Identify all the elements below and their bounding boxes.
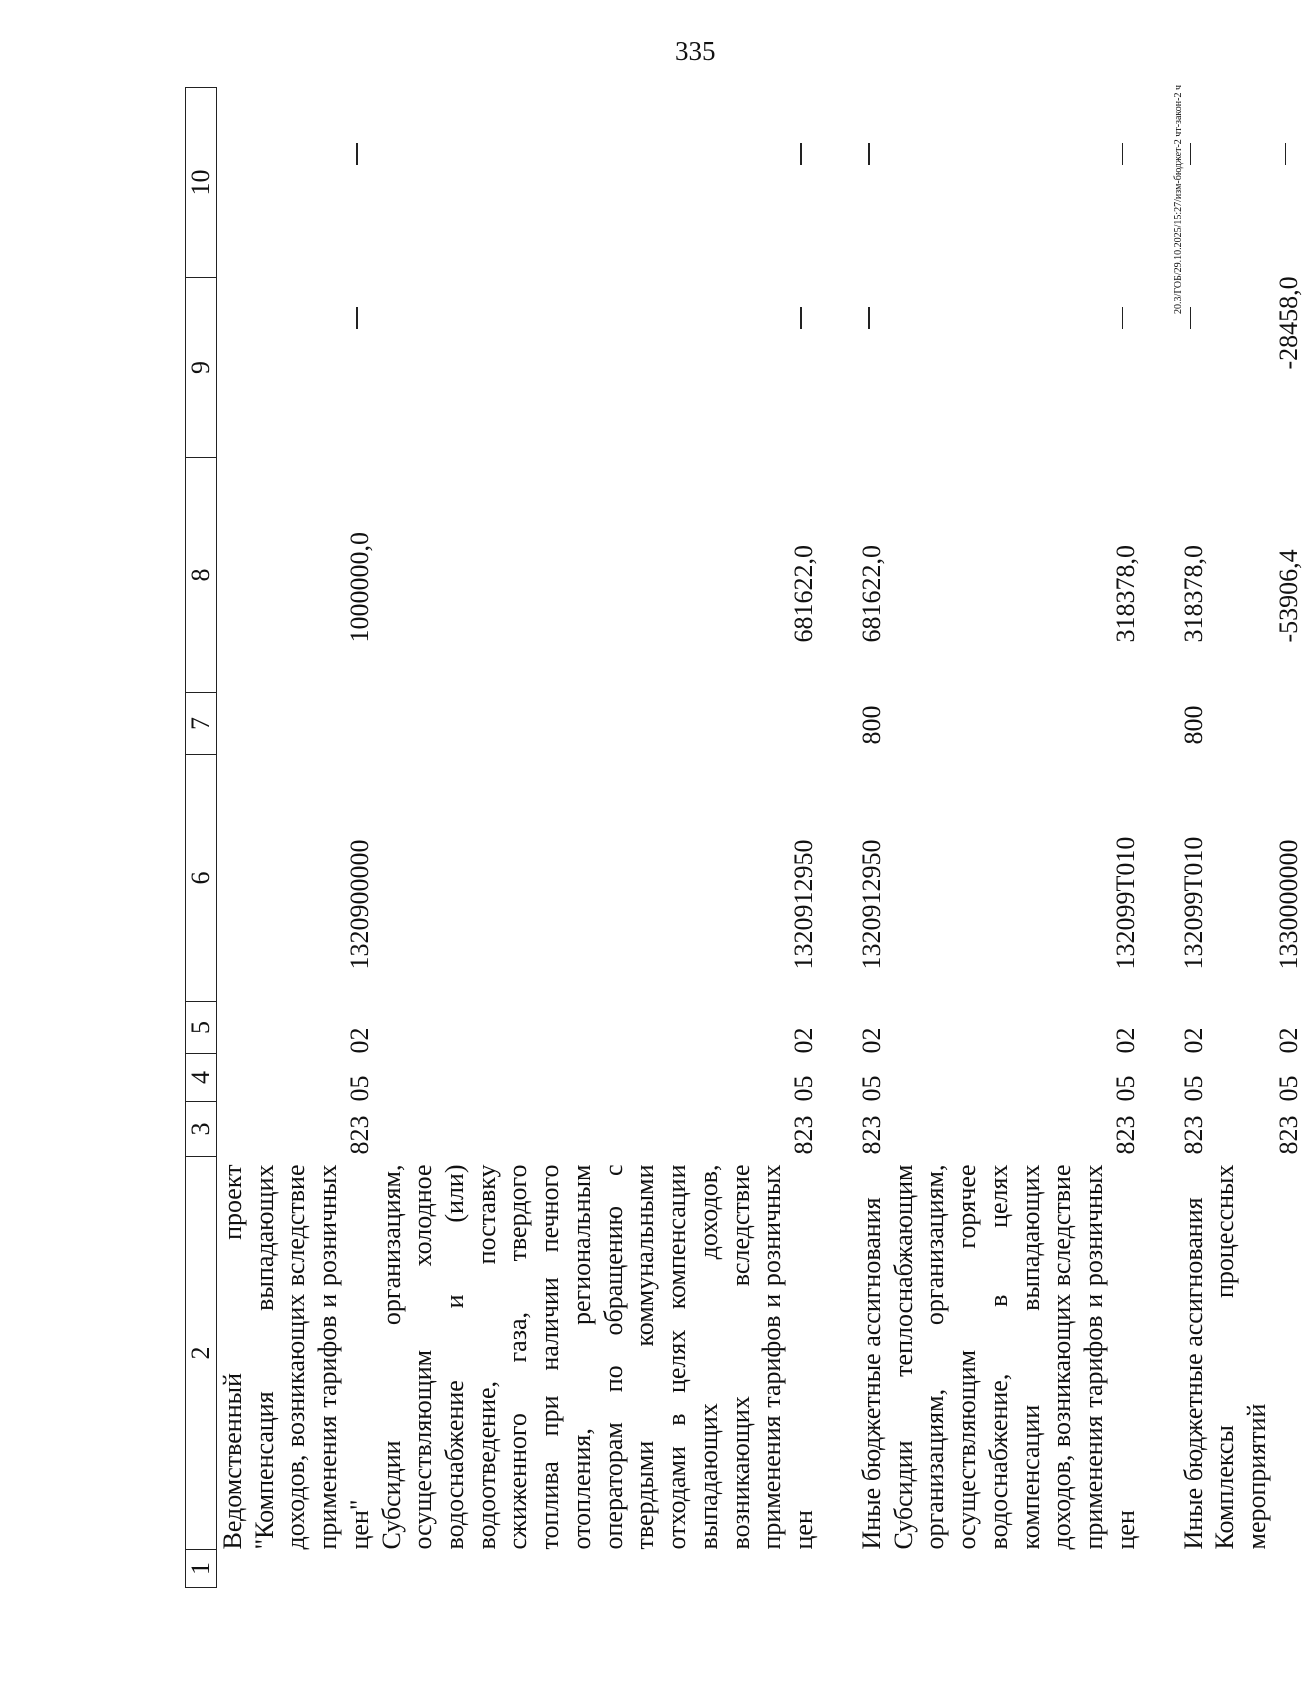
amount-value: -53906,4 <box>1273 549 1303 643</box>
target-article-code: 1330000000 <box>1273 839 1303 970</box>
subsection-code: 02 <box>856 1027 886 1054</box>
row-name: Субсидии организациям, осуществляющим холодное водоснабжение и (или) водоотведение, поставку сжиженного газа, твердого топлива при наличии печного отопления, региональным операторам по обращению с твердыми коммунальными отходами в целях компенсации выпадающих доходов, возникающих вследствие применения тарифов и розничных цен <box>376 1164 818 1550</box>
empty-cell <box>217 1550 376 1588</box>
dash-mark <box>800 144 802 166</box>
header-cell: 9 <box>186 278 217 458</box>
expense-type-code: 800 <box>1178 705 1208 745</box>
subsection-code: 02 <box>788 1027 818 1054</box>
amount-value: 318378,0 <box>1178 545 1208 643</box>
amount-col10 <box>1209 88 1304 278</box>
table-row <box>217 88 376 1588</box>
dash-mark <box>1122 308 1124 330</box>
row-name: Ведомственный проект "Компенсация выпадающих доходов, возникающих вследствие применения тарифов и розничных цен" <box>218 1164 374 1550</box>
ministry-code: 823 <box>1178 1115 1208 1155</box>
header-cell: 2 <box>186 1157 217 1550</box>
table-row <box>1209 88 1304 1588</box>
ministry-code: 823 <box>856 1115 886 1155</box>
amount-col10 <box>820 88 888 278</box>
amount-col9 <box>376 278 820 458</box>
budget-table <box>185 87 1304 1588</box>
empty-cell <box>1141 1550 1209 1588</box>
header-cell: 5 <box>186 1002 217 1054</box>
header-cell: 8 <box>186 458 217 693</box>
header-cell: 3 <box>186 1102 217 1157</box>
subsection-code: 02 <box>1273 1027 1303 1054</box>
header-row <box>186 88 217 1588</box>
amount-col9 <box>820 278 888 458</box>
ministry-code: 823 <box>788 1115 818 1155</box>
header-cell: 1 <box>186 1550 217 1588</box>
expense-type-code <box>217 693 376 755</box>
subsection-code: 02 <box>1178 1027 1208 1054</box>
dash-mark <box>868 308 870 330</box>
section-code: 05 <box>1178 1075 1208 1102</box>
section-code: 05 <box>1273 1075 1303 1102</box>
amount-value: 318378,0 <box>1110 545 1140 643</box>
expense-type-code <box>888 693 1142 755</box>
row-name: Комплексы процессных мероприятий <box>1210 1164 1272 1550</box>
table-row <box>888 88 1142 1588</box>
dash-mark <box>800 308 802 330</box>
subsection-code: 02 <box>344 1027 374 1054</box>
amount-col10 <box>376 88 820 278</box>
target-article-code: 1320912950 <box>788 839 818 970</box>
footer-stamp: 20.3/ГОБ/29.10.2025/15:27/изм-бюджет-2 чт-закон-2 ч <box>1173 85 1184 314</box>
dash-mark <box>1122 144 1124 166</box>
amount-col9: -28458,0 <box>1273 276 1303 370</box>
target-article-code: 1320912950 <box>856 839 886 970</box>
expense-type-code <box>376 693 820 755</box>
empty-cell <box>376 1550 820 1588</box>
expense-type-code <box>1209 693 1304 755</box>
section-code: 05 <box>344 1075 374 1102</box>
table-row <box>376 88 820 1588</box>
row-name: Иные бюджетные ассигнования <box>856 1197 886 1550</box>
dash-mark <box>1285 144 1287 166</box>
expense-type-code: 800 <box>856 705 886 745</box>
row-name: Субсидии теплоснабжающим организациям, организациям, осуществляющим горячее водоснабжение, в целях компенсации выпадающих доходов, возникающих вследствие применения тарифов и розничных цен <box>888 1164 1140 1550</box>
amount-col10 <box>888 88 1142 278</box>
dash-mark <box>868 144 870 166</box>
page-number: 335 <box>675 36 716 66</box>
header-cell: 10 <box>186 88 217 278</box>
header-cell: 7 <box>186 693 217 755</box>
section-code: 05 <box>1110 1075 1140 1102</box>
section-code: 05 <box>788 1075 818 1102</box>
amount-col9 <box>888 278 1142 458</box>
subsection-code: 02 <box>1110 1027 1140 1054</box>
amount-col9 <box>217 278 376 458</box>
dash-mark <box>1190 144 1192 166</box>
amount-value: 681622,0 <box>856 545 886 643</box>
target-article-code: 132099Т010 <box>1110 836 1140 970</box>
header-cell: 6 <box>186 755 217 1002</box>
row-name: Иные бюджетные ассигнования <box>1178 1197 1208 1550</box>
amount-col10 <box>217 88 376 278</box>
ministry-code: 823 <box>1273 1115 1303 1155</box>
dash-mark <box>1190 308 1192 330</box>
target-article-code: 1320900000 <box>344 839 374 970</box>
amount-value: 1000000,0 <box>344 532 374 643</box>
empty-cell <box>820 1550 888 1588</box>
empty-cell <box>888 1550 1142 1588</box>
header-cell: 4 <box>186 1054 217 1102</box>
dash-mark <box>356 308 358 330</box>
empty-cell <box>1209 1550 1304 1588</box>
amount-value: 681622,0 <box>788 545 818 643</box>
ministry-code: 823 <box>344 1115 374 1155</box>
table-row <box>820 88 888 1588</box>
target-article-code: 132099Т010 <box>1178 836 1208 970</box>
ministry-code: 823 <box>1110 1115 1140 1155</box>
section-code: 05 <box>856 1075 886 1102</box>
dash-mark <box>356 144 358 166</box>
